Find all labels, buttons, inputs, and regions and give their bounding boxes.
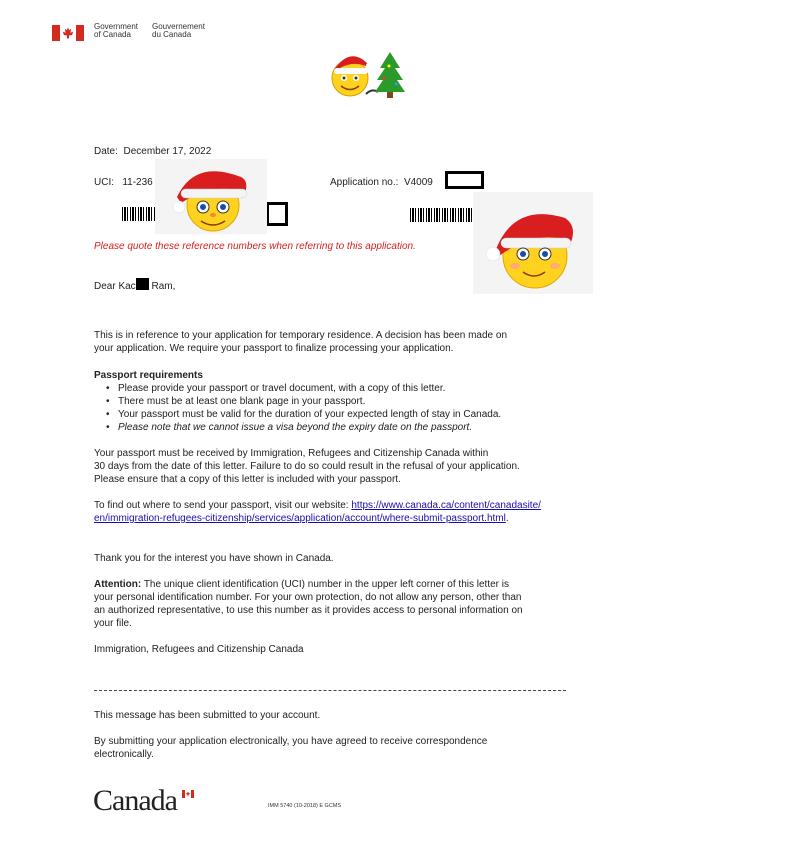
thanks-line: Thank you for the interest you have shown in Canada.	[94, 553, 334, 564]
santa-emoji-with-tree-icon	[326, 44, 406, 100]
list-item: • Please provide your passport or travel document, with a copy of this letter.	[104, 382, 501, 395]
salutation: Dear Kac Ram,	[94, 278, 175, 293]
signature-irrc: Immigration, Refugees and Citizenship Canada	[94, 644, 304, 655]
application-barcode	[410, 208, 474, 222]
passport-received-paragraph: Your passport must be received by Immigration, Refugees and Citizenship Canada within 30 days from the date of this letter. Failure to do so could result in the refusal of your application. Please ensure that a copy of this letter is included with your passport.	[94, 448, 520, 485]
application-number: Application no.: V4009	[330, 177, 433, 188]
electronic-correspondence-notice: By submitting your application electronically, you have agreed to receive correspondence electronically.	[94, 736, 488, 760]
santa-emoji-overlay-1	[155, 159, 267, 234]
intro-paragraph: This is in reference to your application for temporary residence. A decision has been made on your application. We require your passport to finalize processing your application.	[94, 330, 508, 354]
requirements-list	[104, 382, 501, 434]
government-of-canada-en: Government of Canada	[94, 22, 139, 39]
redaction-uci-barcode	[266, 202, 288, 226]
redaction-app-number	[445, 171, 484, 189]
submitted-notice: This message has been submitted to your account.	[94, 710, 321, 721]
santa-emoji-overlay-2	[473, 192, 593, 294]
website-paragraph: To find out where to send your passport, visit our website: https://www.canada.ca/content/canadasite/ en/immigration-refugees-citizenship/services/application/account/where-submit-passport.html.	[94, 500, 541, 524]
santa-emoji-icon	[155, 159, 267, 234]
list-item: • There must be at least one blank page in your passport.	[104, 395, 501, 408]
list-item: • Your passport must be valid for the duration of your expected length of stay in Canada.	[104, 408, 501, 421]
quote-reference-notice: Please quote these reference numbers when referring to this application.	[94, 241, 416, 252]
where-submit-passport-link-cont[interactable]: en/immigration-refugees-citizenship/services/application/account/where-submit-passport.html	[94, 513, 506, 524]
canada-wordmark: Canada	[93, 784, 177, 817]
where-submit-passport-link[interactable]: https://www.canada.ca/content/canadasite/	[351, 500, 541, 511]
requirements-title: Passport requirements	[94, 370, 203, 381]
redaction-name	[136, 278, 149, 290]
canada-flag-icon	[52, 25, 84, 41]
wordmark-flag-icon	[182, 790, 194, 798]
form-number: IMM 5740 (10-2018) E GCMS	[268, 803, 342, 809]
santa-emoji-icon	[473, 192, 593, 294]
list-item: • Please note that we cannot issue a visa beyond the expiry date on the passport.	[104, 421, 501, 434]
attention-paragraph: Attention: The unique client identification (UCI) number in the upper left corner of this letter is your personal identification number. For your own protection, do not allow any person, other than an authorized representative, to use this number as it provides access to personal information on your file.	[94, 579, 523, 629]
separator-line	[94, 690, 566, 691]
uci-number: UCI: 11-236	[94, 177, 153, 188]
passport-requirements-section	[94, 369, 501, 434]
gouvernement-du-canada-fr: Gouvernement du Canada	[152, 22, 205, 39]
letter-date: Date: December 17, 2022	[94, 146, 212, 157]
